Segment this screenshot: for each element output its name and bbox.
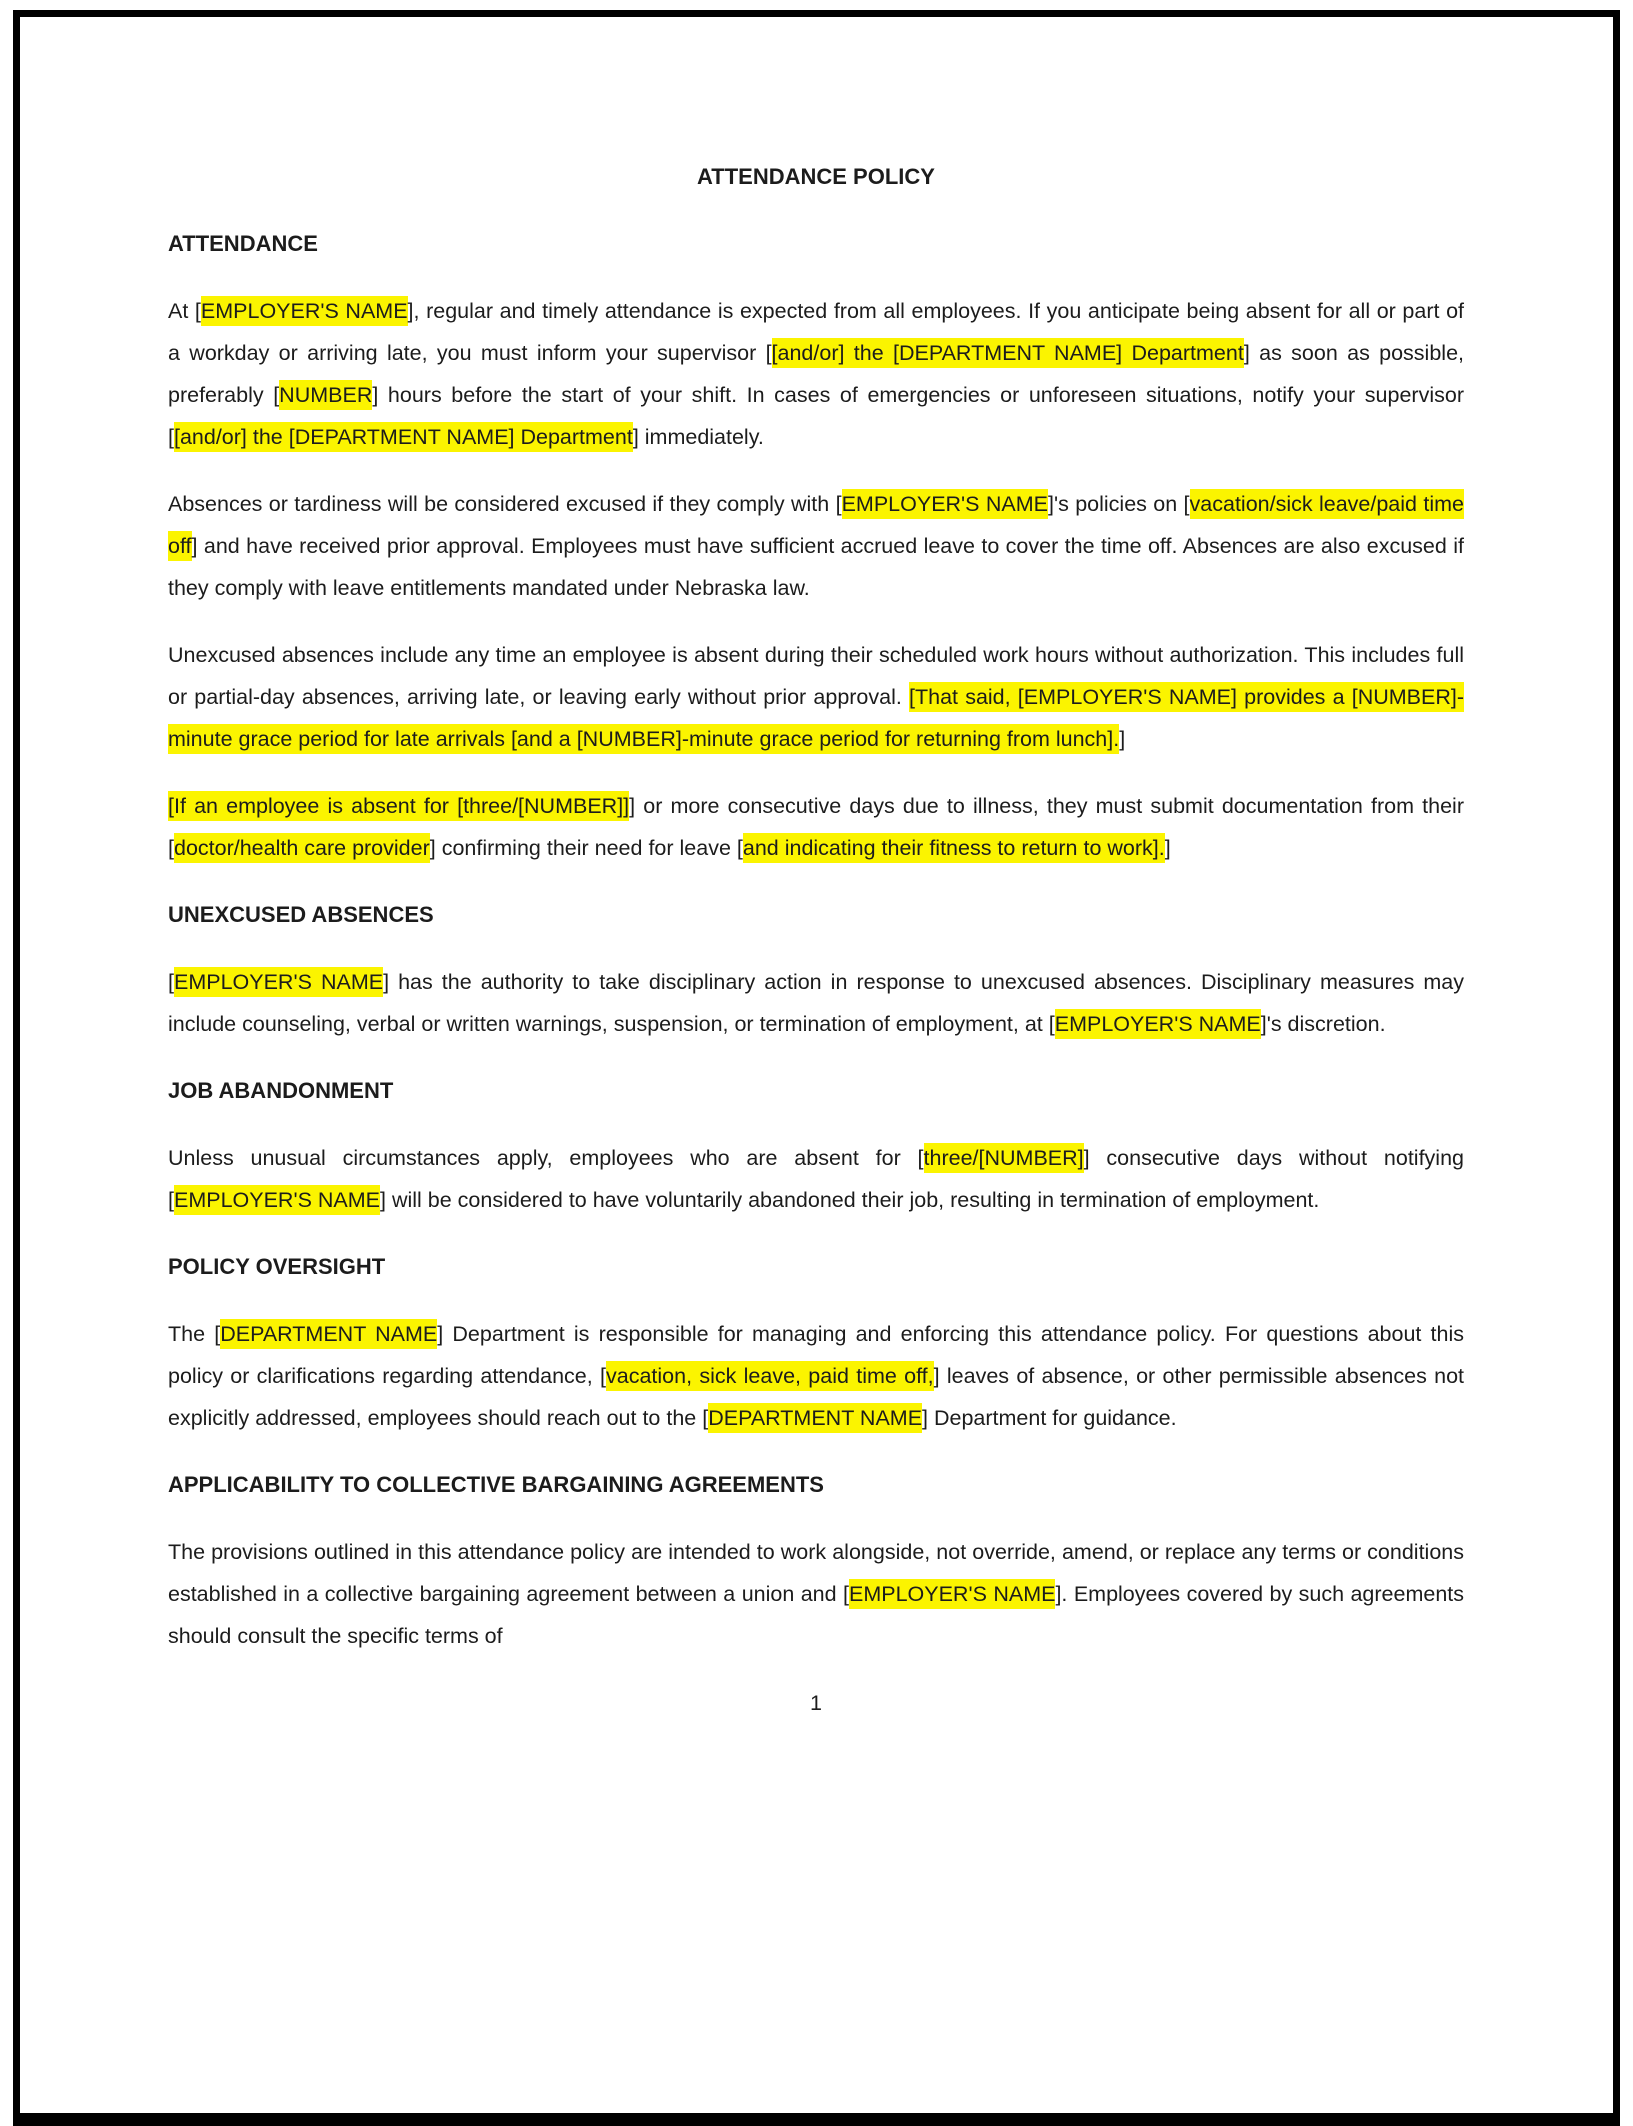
section-heading: ATTENDANCE <box>168 231 318 256</box>
text-run: The [ <box>168 1322 221 1346</box>
highlighted-placeholder[interactable]: doctor/health care provider <box>174 833 430 863</box>
section-heading: APPLICABILITY TO COLLECTIVE BARGAINING AGREEMENTS <box>168 1472 824 1497</box>
highlighted-placeholder[interactable]: and indicating their fitness to return to work]. <box>743 833 1165 863</box>
text-run: ]. Employees covered by such agreements should consult the specific terms of <box>168 1582 1465 1648</box>
text-run: ]'s discretion. <box>1260 1012 1386 1036</box>
text-run: ] leaves of absence, or other permissible absences not explicitly addressed, employees should reach out to the [ <box>168 1364 1465 1430</box>
highlighted-placeholder[interactable]: EMPLOYER'S NAME <box>174 967 383 997</box>
text-run: The provisions outlined in this attendance policy are intended to work alongside, not override, amend, or replace any terms or conditions established in a collective bargaining agreement between a union and [ <box>168 1540 1464 1606</box>
paragraph <box>168 961 1464 1045</box>
section-heading: UNEXCUSED ABSENCES <box>168 902 434 927</box>
text-run: ] Department is responsible for managing and enforcing this attendance policy. For questions about this policy or clarifications regarding attendance, [ <box>168 1322 1465 1388</box>
text-run: Unexcused absences include any time an employee is absent during their scheduled work hours without authorization. This includes full or partial-day absences, arriving late, or leaving early without prior approval. <box>168 643 1464 709</box>
text-run: ] has the authority to take disciplinary action in response to unexcused absences. Disciplinary measures may include counseling, verbal or written warnings, suspension, or termination of employment, at [ <box>168 970 1465 1036</box>
text-run: ] hours before the start of your shift. In cases of emergencies or unforeseen situations, notify your supervisor [ <box>168 383 1464 449</box>
text-run: ] will be considered to have voluntarily abandoned their job, resulting in termination of employment. <box>380 1188 1320 1212</box>
text-run: ]'s policies on [ <box>1048 492 1190 516</box>
highlighted-placeholder[interactable]: EMPLOYER'S NAME <box>1055 1009 1261 1039</box>
page-number: 1 <box>810 1691 822 1715</box>
paragraph <box>168 483 1464 609</box>
text-run: ] or more consecutive days due to illness, they must submit documentation from their [ <box>168 794 1464 860</box>
text-run: ] confirming their need for leave [ <box>429 836 743 860</box>
highlighted-placeholder[interactable]: EMPLOYER'S NAME <box>842 489 1048 519</box>
highlighted-placeholder[interactable]: [If an employee is absent for [three/[NUMBER]] <box>168 791 629 821</box>
section-heading: POLICY OVERSIGHT <box>168 1254 386 1279</box>
text-run: Absences or tardiness will be considered excused if they comply with [ <box>168 492 842 516</box>
text-run: [ <box>168 970 174 994</box>
text-run: ], regular and timely attendance is expected from all employees. If you anticipate being absent for all or part of a workday or arriving late, you must inform your supervisor [ <box>168 299 1465 365</box>
highlighted-placeholder[interactable]: vacation, sick leave, paid time off, <box>606 1361 934 1391</box>
paragraph <box>168 1531 1464 1657</box>
highlighted-placeholder[interactable]: EMPLOYER'S NAME <box>201 296 408 326</box>
paragraph <box>168 1313 1464 1439</box>
section-heading: JOB ABANDONMENT <box>168 1078 394 1103</box>
paragraph <box>168 1137 1464 1221</box>
paragraph <box>168 785 1464 869</box>
highlighted-placeholder[interactable]: EMPLOYER'S NAME <box>174 1185 380 1215</box>
text-run: ] <box>1164 836 1171 860</box>
highlighted-placeholder[interactable]: [That said, [EMPLOYER'S NAME] provides a [NUMBER]-minute grace period for late arrivals [and a [NUMBER]-minute grace period for returning from lunch]. <box>168 682 1464 754</box>
text-run: ] <box>1119 727 1126 751</box>
text-run: ] Department for guidance. <box>922 1406 1177 1430</box>
highlighted-placeholder[interactable]: [and/or] the [DEPARTMENT NAME] Department <box>174 422 633 452</box>
text-run: ] as soon as possible, preferably [ <box>168 341 1465 407</box>
text-run: ] consecutive days without notifying [ <box>168 1146 1464 1212</box>
paragraph <box>168 634 1464 760</box>
text-run: Unless unusual circumstances apply, employees who are absent for [ <box>168 1146 924 1170</box>
highlighted-placeholder[interactable]: three/[NUMBER] <box>924 1143 1084 1173</box>
highlighted-placeholder[interactable]: DEPARTMENT NAME <box>708 1403 922 1433</box>
document-body <box>168 156 1464 1657</box>
highlighted-placeholder[interactable]: DEPARTMENT NAME <box>220 1319 437 1349</box>
document-title: ATTENDANCE POLICY <box>697 164 935 189</box>
highlighted-placeholder[interactable]: EMPLOYER'S NAME <box>849 1579 1055 1609</box>
highlighted-placeholder[interactable]: NUMBER <box>279 380 372 410</box>
highlighted-placeholder[interactable]: vacation/sick leave/paid time off <box>168 489 1464 561</box>
highlighted-placeholder[interactable]: [and/or] the [DEPARTMENT NAME] Department <box>772 338 1244 368</box>
text-run: ] immediately. <box>632 425 764 449</box>
paragraph <box>168 290 1464 458</box>
text-run: At [ <box>168 299 201 323</box>
text-run: ] and have received prior approval. Employees must have sufficient accrued leave to cover the time off. Absences are also excused if they comply with leave entitlements mandated under Nebraska law. <box>168 534 1464 600</box>
